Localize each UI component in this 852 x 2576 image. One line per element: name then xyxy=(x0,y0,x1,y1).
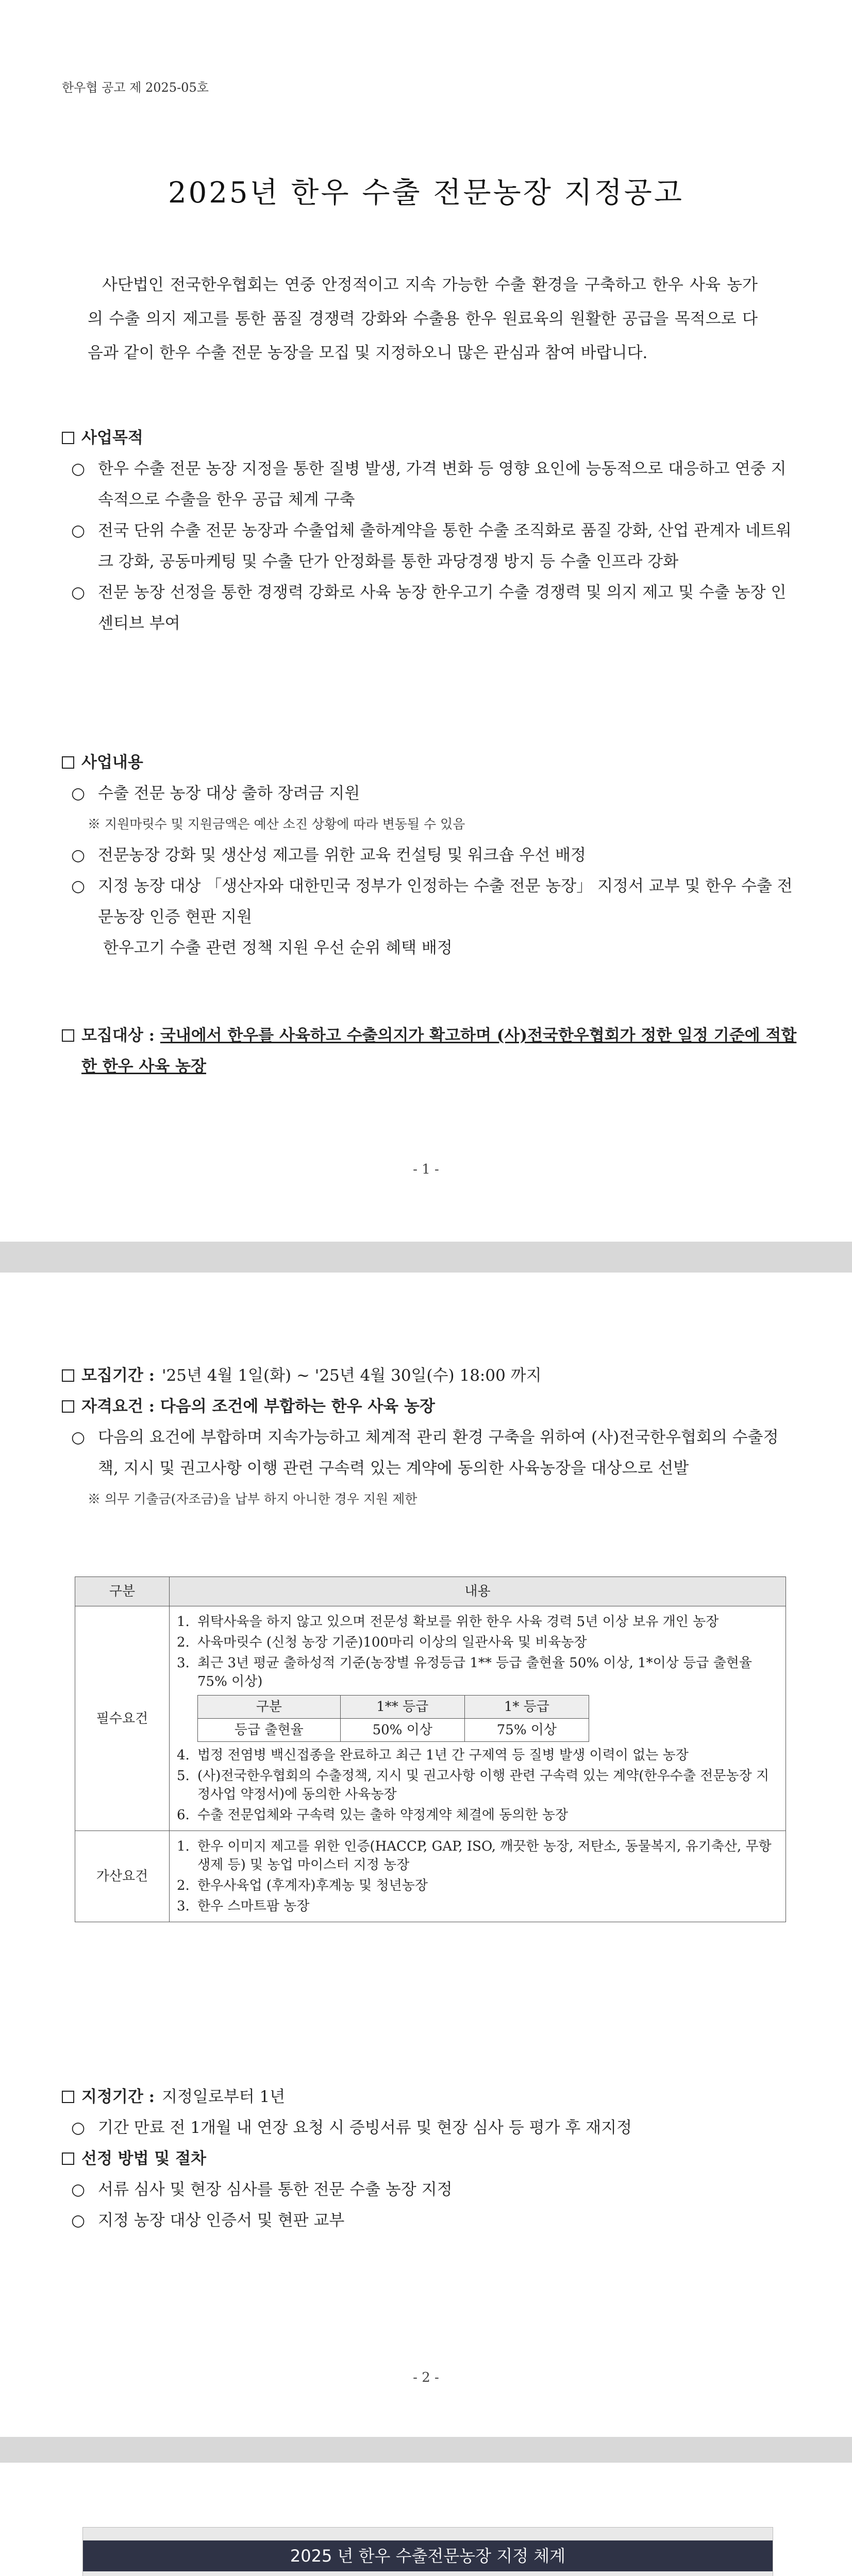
list-item: 2. 한우사육업 (후계자)후계농 및 청년농장 xyxy=(177,1878,428,1893)
list-item: 3. 최근 3년 평균 출하성적 기준(농장별 유정등급 1** 등급 출현율 50% 이상, 1*이상 등급 출현율 75% 이상) xyxy=(177,1655,752,1689)
checkbox-icon xyxy=(62,1029,74,1042)
list-item: ○ 한우 수출 전문 농장 지정을 통한 질병 발생, 가격 변화 등 영향 요인에 능동적으로 대응하고 연중 지속적으로 수출을 한우 공급 체계 구축 xyxy=(62,453,799,515)
table-header-row: 구분 내용 xyxy=(75,1577,786,1606)
list-item: ○ 다음의 요건에 부합하며 지속가능하고 체계적 관리 환경 구축을 위하여 (사)전국한우협회의 수출정책, 지시 및 권고사항 이행 관련 구속력 있는 계약에 동의한 사육농장을 대상으로 선발 xyxy=(62,1422,799,1484)
circle-bullet-icon: ○ xyxy=(71,2211,86,2230)
list-item: 4. 법정 전염병 백신접종을 완료하고 최근 1년 간 구제역 등 질병 발생 이력이 없는 농장 xyxy=(177,1748,689,1763)
list-item: 한우고기 수출 관련 정책 지원 우선 순위 혜택 배정 xyxy=(103,939,453,957)
list-item: 1. 위탁사육을 하지 않고 있으며 전문성 확보를 위한 한우 사육 경력 5년 이상 보유 개인 농장 xyxy=(177,1614,719,1630)
page-number: - 2 - xyxy=(413,2370,439,2385)
list-item: ○ 전문 농장 선정을 통한 경쟁력 강화로 사육 농장 한우고기 수출 경쟁력 및 의지 제고 및 수출 농장 인센티브 부여 xyxy=(62,577,799,639)
list-item: 3. 한우 스마트팜 농장 xyxy=(177,1899,310,1914)
list-item: ○ 서류 심사 및 현장 심사를 통한 전문 수출 농장 지정 xyxy=(62,2174,799,2205)
list-item: 2. 사육마릿수 (신청 농장 기준)100마리 이상의 일관사육 및 비육농장 xyxy=(177,1635,587,1650)
list-item: ○ 지정 농장 대상 「생산자와 대한민국 정부가 인정하는 수출 전문 농장」 지정서 교부 및 한우 수출 전문농장 인증 현판 지원 xyxy=(62,871,799,933)
circle-bullet-icon: ○ xyxy=(71,2180,86,2199)
checkbox-icon xyxy=(62,1400,74,1413)
circle-bullet-icon: ○ xyxy=(71,460,86,478)
list-item: ○ 지정 농장 대상 인증서 및 현판 교부 xyxy=(62,2205,799,2236)
list-item: ○ 전문농장 강화 및 생산성 제고를 위한 교육 컨설팅 및 워크숍 우선 배정 xyxy=(62,840,799,871)
list-item: ○ 전국 단위 수출 전문 농장과 수출업체 출하계약을 통한 수출 조직화로 품질 강화, 산업 관계자 네트워크 강화, 공동마케팅 및 수출 단가 안정화를 통한 과당경쟁 방지 등 수출 인프라 강화 xyxy=(62,515,799,577)
circle-bullet-icon: ○ xyxy=(71,583,86,602)
checkbox-icon xyxy=(62,432,74,444)
list-item: 1. 한우 이미지 제고를 위한 인증(HACCP, GAP, ISO, 깨끗한 농장, 저탄소, 동물복지, 유기축산, 무항생제 등) 및 농업 마이스터 지정 농장 xyxy=(177,1839,772,1873)
doc-number: 한우협 공고 제 2025-05호 xyxy=(62,80,209,95)
checkbox-icon xyxy=(62,756,74,769)
table-row: 가산요건 1. 한우 이미지 제고를 위한 인증(HACCP, GAP, ISO, 깨끗한 농장, 저탄소, 동물복지, 유기축산, 무항생제 등) 및 농업 마이스터 지정 농장 2. 한우사육업 (후계자)후계농 및 청년농장 3. 한우 스마트팜 농장 xyxy=(75,1831,786,1922)
table-row: 필수요건 1. 위탁사육을 하지 않고 있으며 전문성 확보를 위한 한우 사육 경력 5년 이상 보유 개인 농장 2. 사육마릿수 (신청 농장 기준)100마리 이상의 일관사육 및 비육농장 3. 최근 3년 평균 출하성적 기준(농장별 유정등급 1** 등급 출현율 50% 이상, 1*이상 등급 출현율 75% 이상) 구분 1** 등급 1* 등급 등급 출현율 50% 이상 75% 이상 4. 법정 전염병 백신접종을 완료하고 최근 1년 간 구제역 등 질병 발생 이력이 없는 농장 5. (사)전국한우협회의 수출정책, 지시 및 권고사항 이행 관련 구속력 있는 계약(한우수출 전문농장 지정사업 약정서)에 동의한 사육농장 6. 수출 전문업체와 구속력 있는 출하 약정계약 체결에 동의한 농장 xyxy=(75,1606,786,1831)
process-title: 2025 년 한우 수출전문농장 지정 체계 xyxy=(83,2540,773,2571)
circle-bullet-icon: ○ xyxy=(71,2119,86,2137)
qualification-note: ※ 의무 기출금(자조금)을 납부 하지 아니한 경우 지원 제한 xyxy=(88,1492,417,1506)
target-section: 모집대상 : 국내에서 한우를 사육하고 수출의지가 확고하며 (사)전국한우협회가 정한 일정 기준에 적합한 한우 사육 농장 xyxy=(62,1020,799,1082)
circle-bullet-icon: ○ xyxy=(71,784,86,803)
list-item: ○ 수출 전문 농장 대상 출하 장려금 지원 xyxy=(62,778,799,809)
circle-bullet-icon: ○ xyxy=(71,846,86,865)
page-1 xyxy=(0,0,852,1242)
circle-bullet-icon: ○ xyxy=(71,1428,86,1447)
content-note: ※ 지원마릿수 및 지원금액은 예산 소진 상황에 따라 변동될 수 있음 xyxy=(88,817,465,832)
intro-paragraph: 사단법인 전국한우협회는 연중 안정적이고 지속 가능한 수출 환경을 구축하고 한우 사육 농가의 수출 의지 제고를 통한 품질 경쟁력 강화와 수출용 한우 원료육의 원활한 공급을 목적으로 다음과 같이 한우 수출 전문 농장을 모집 및 지정하오니 많은 관심과 참여 바랍니다. xyxy=(88,276,758,362)
circle-bullet-icon: ○ xyxy=(71,521,86,540)
grade-table: 구분 1** 등급 1* 등급 등급 출현율 50% 이상 75% 이상 xyxy=(197,1695,589,1742)
checkbox-icon xyxy=(62,1369,74,1382)
process-diagram xyxy=(82,2527,773,2576)
content-section: 사업내용 ○ 수출 전문 농장 대상 출하 장려금 지원 ※ 지원마릿수 및 지원금액은 예산 소진 상황에 따라 변동될 수 있음 ○ 전문농장 강화 및 생산성 제고를 위한 교육 컨설팅 및 워크숍 우선 배정 ○ 지정 농장 대상 「생산자와 대한민국 정부가 인정하는 수출 전문 농장」 지정서 교부 및 한우 수출 전문농장 인증 현판 지원 한우고기 수출 관련 정책 지원 우선 순위 혜택 배정 xyxy=(62,747,799,963)
designation-section: 지정기간 : 지정일로부터 1년 ○ 기간 만료 전 1개월 내 연장 요청 시 증빙서류 및 현장 심사 등 평가 후 재지정 선정 방법 및 절차 ○ 서류 심사 및 현장 심사를 통한 전문 수출 농장 지정 ○ 지정 농장 대상 인증서 및 현판 교부 xyxy=(62,2081,799,2236)
purpose-section: 사업목적 ○ 한우 수출 전문 농장 지정을 통한 질병 발생, 가격 변화 등 영향 요인에 능동적으로 대응하고 연중 지속적으로 수출을 한우 공급 체계 구축 ○ 전국 단위 수출 전문 농장과 수출업체 출하계약을 통한 수출 조직화로 품질 강화, 산업 관계자 네트워크 강화, 공동마케팅 및 수출 단가 안정화를 통한 과당경쟁 방지 등 수출 인프라 강화 ○ 전문 농장 선정을 통한 경쟁력 강화로 사육 농장 한우고기 수출 경쟁력 및 의지 제고 및 수출 농장 인센티브 부여 xyxy=(62,422,799,639)
page-number: - 1 - xyxy=(413,1162,439,1177)
circle-bullet-icon: ○ xyxy=(71,877,86,895)
checkbox-icon xyxy=(62,2153,74,2165)
page-title: 2025년 한우 수출 전문농장 지정공고 xyxy=(168,176,684,210)
period-section: 모집기간 : '25년 4월 1일(화) ~ '25년 4월 30일(수) 18:00 까지 자격요건 : 다음의 조건에 부합하는 한우 사육 농장 ○ 다음의 요건에 부합하며 지속가능하고 체계적 관리 환경 구축을 위하여 (사)전국한우협회의 수출정책, 지시 및 권고사항 이행 관련 구속력 있는 계약에 동의한 사육농장을 대상으로 선발 ※ 의무 기출금(자조금)을 납부 하지 아니한 경우 지원 제한 xyxy=(62,1360,799,1515)
checkbox-icon xyxy=(62,2091,74,2103)
list-item: 5. (사)전국한우협회의 수출정책, 지시 및 권고사항 이행 관련 구속력 있는 계약(한우수출 전문농장 지정사업 약정서)에 동의한 사육농장 xyxy=(177,1768,770,1802)
requirements-table xyxy=(75,1577,786,1922)
list-item: 6. 수출 전문업체와 구속력 있는 출하 약정계약 체결에 동의한 농장 xyxy=(177,1807,569,1823)
page-2 xyxy=(0,1273,852,2437)
list-item: ○ 기간 만료 전 1개월 내 연장 요청 시 증빙서류 및 현장 심사 등 평가 후 재지정 xyxy=(62,2112,799,2143)
